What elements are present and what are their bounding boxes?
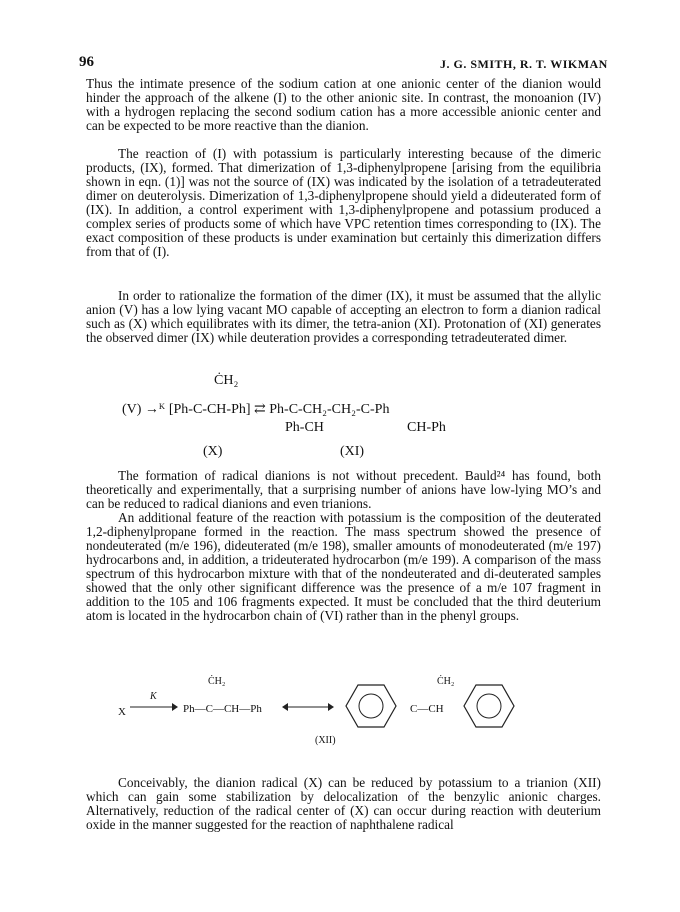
scheme1-ch2-top: ĊH₂ [214,373,239,388]
running-head: J. G. SMITH, R. T. WIKMAN [440,57,608,71]
scheme1-label-xi: (XI) [340,444,365,459]
scheme2-label-xii: (XII) [315,735,336,746]
scheme2-left-structure: Ph—C—CH—Ph [183,703,262,715]
scheme2-double-arrow [282,700,334,714]
scheme2-right-structure: C—CH [410,703,444,715]
scheme1-lower-right: CH-Ph [407,420,446,435]
paragraph-5: An additional feature of the reaction with potassium is the composition of the deuterated 1,2-diphenylpropane formed in the reaction. The mass spectrum showed the presence of nondeuterated (m/e 196), dideuterated (m/e 198), smaller amounts of monodeuterated (m/e 197) hydrocarbons and, in addition, a trideuterated hydrocarbon (m/e 199). A comparison of the mass spectrum of this hydrocarbon mixture with that of the nondeuterated and di-deuterated samples showed that the only other significant difference was the presence of a m/e 107 fragment in addition to the 105 and 106 fragments expected. It must be concluded that the third deuterium atom is located in the hydrocarbon chain of (VI) rather than in the phenyl groups. [86,510,601,623]
scheme1-reaction-line: (V) →ᴷ [Ph-C-CH-Ph] ⇄ Ph-C-CH₂-CH₂-C-Ph [122,402,390,417]
scheme2-reagent: K [150,691,157,702]
paragraph-6: Conceivably, the dianion radical (X) can be reduced by potassium to a trianion (XII) which can gain some stabilization by delocalization of the benzylic anionic charges. Alternatively, reduction of the radical center of (X) can occur during reaction with deuterium oxide in the manner suggested for the reaction of naphthalene radical [86,775,601,832]
page-number: 96 [79,54,94,70]
scheme2-ch2-right: ĊH₂ [437,676,455,687]
benzene-ring-left-icon [345,683,397,729]
scheme2-ch2-left: ĊH₂ [208,676,226,687]
paragraph-2: The reaction of (I) with potassium is particularly interesting because of the dimeric products, (IX), formed. That dimerization of 1,3-diphenylpropene [arising from the equilibria shown in eqn. (1)] was not the source of (IX) was indicated by the isolation of a tetradeuterated dimer on deuterolysis. Dimerization of 1,3-diphenylpropene should yield a dideuterated form of (IX). In addition, a control experiment with 1,3-diphenylpropene and potassium produced a complex series of products some of which have VPC retention times corresponding to (IX). The exact composition of these products is under examination but certainly this dimerization differs from that of (I). [86,146,601,259]
scheme2-start: X [118,706,126,718]
scheme1-label-x: (X) [203,444,223,459]
benzene-ring-right-icon [463,683,515,729]
scheme2-arrow [130,700,178,714]
paragraph-1: Thus the intimate presence of the sodium cation at one anionic center of the dianion would hinder the approach of the alkene (I) to the other anionic site. In contrast, the monoanion (IV) with a hydrogen replacing the second sodium cation has a more accessible anionic center and can be expected to be more reactive than the dianion. [86,76,601,133]
scheme1-lower-left: Ph-CH [285,420,324,435]
paragraph-3: In order to rationalize the formation of the dimer (IX), it must be assumed that the allylic anion (V) has a low lying vacant MO capable of accepting an electron to form a dianion radical such as (X) which equilibrates with its dimer, the tetra-anion (XI). Protonation of (XI) generates the observed dimer (IX) while deuteration provides a corresponding tetradeuterated dimer. [86,288,601,345]
paragraph-4: The formation of radical dianions is not without precedent. Bauld²⁴ has found, both theoretically and experimentally, that a surprising number of anions have low-lying MO’s and can be reduced to radical dianions and even trianions. [86,468,601,511]
